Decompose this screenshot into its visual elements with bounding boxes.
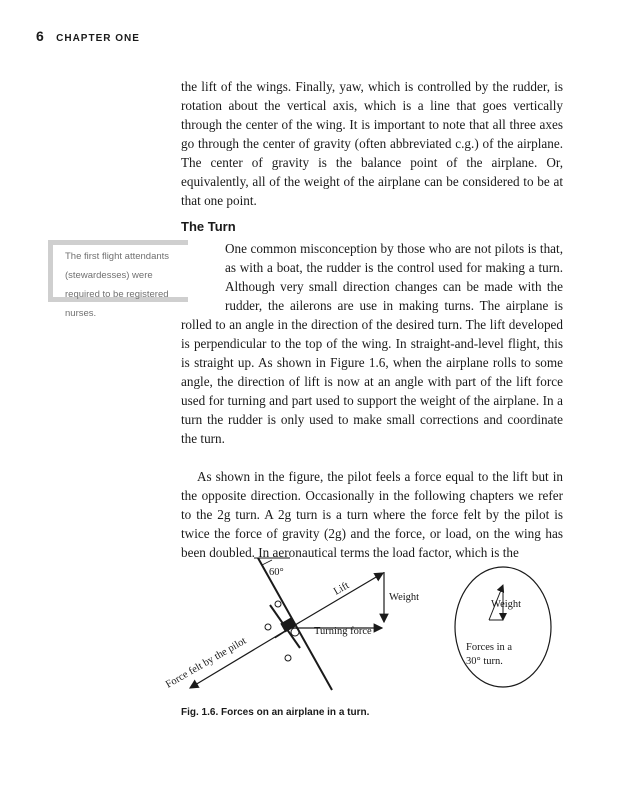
running-head bbox=[36, 28, 140, 44]
paragraph-2 bbox=[181, 239, 563, 448]
chapter-title: CHAPTER ONE bbox=[56, 33, 140, 44]
airplane-icon bbox=[265, 601, 300, 661]
circle-caption-line1: Forces in a bbox=[466, 642, 513, 653]
circle-weight-label: Weight bbox=[491, 599, 522, 610]
turning-force-label: Turning force bbox=[314, 626, 372, 637]
weight-label: Weight bbox=[389, 592, 420, 603]
pilot-force-label: Force felt by the pilot bbox=[164, 635, 249, 691]
figure-caption: Fig. 1.6. Forces on an airplane in a turn. bbox=[181, 707, 370, 718]
paragraph-2-text: One common misconception by those who are not pilots is that, as with a boat, the rudder is the control used for making a turn. Although very small direction changes can be made with the rudder, the ailerons are use in making turns. The airplane is rolled to an angle in the direction of the desired turn. The lift developed is perpendicular to the top of the wing. In straight-and-level flight, this is straight up. As shown in Figure 1.6, when the airplane rolls to some angle, the direction of lift is now at an angle with part of the lift force used for turning and part used to support the weight of the airplane. In a turn the rudder is only used to make small corrections and coordinate the turn. bbox=[181, 241, 563, 446]
figure-forces-turn bbox=[150, 540, 570, 700]
lift-label: Lift bbox=[332, 580, 352, 598]
angle-label: 60° bbox=[269, 567, 284, 578]
paragraph-1: the lift of the wings. Finally, yaw, which is controlled by the rudder, is rotation about the vertical axis, which is a line that goes vertically through the center of the wing. It is important to note that all three axes go through the center of gravity (often abbreviated c.g.) of the airplane. The center of gravity is the balance point of the airplane. Or, equivalently, all of the weight of the airplane can be considered to be at that one point. bbox=[181, 79, 563, 208]
angle-arc bbox=[262, 560, 272, 565]
sidenote: The first flight attendants (stewardesses) were required to be registered nurses. bbox=[48, 240, 188, 302]
lift-arrow bbox=[290, 573, 383, 628]
page-number: 6 bbox=[36, 28, 45, 44]
paragraph-3: As shown in the figure, the pilot feels a force equal to the lift but in the opposite direction. Occasionally in the following chapters we refer to the 2g turn. A 2g turn is a turn where the force felt by the pilot is twice the force of gravity (2g) and the force, or load, on the wing has been doubled. In aeronautical terms the load factor, which is the bbox=[181, 469, 563, 560]
section-heading: The Turn bbox=[181, 219, 236, 234]
forces-diagram bbox=[150, 540, 570, 700]
circle-caption-line2: 30° turn. bbox=[466, 656, 503, 667]
